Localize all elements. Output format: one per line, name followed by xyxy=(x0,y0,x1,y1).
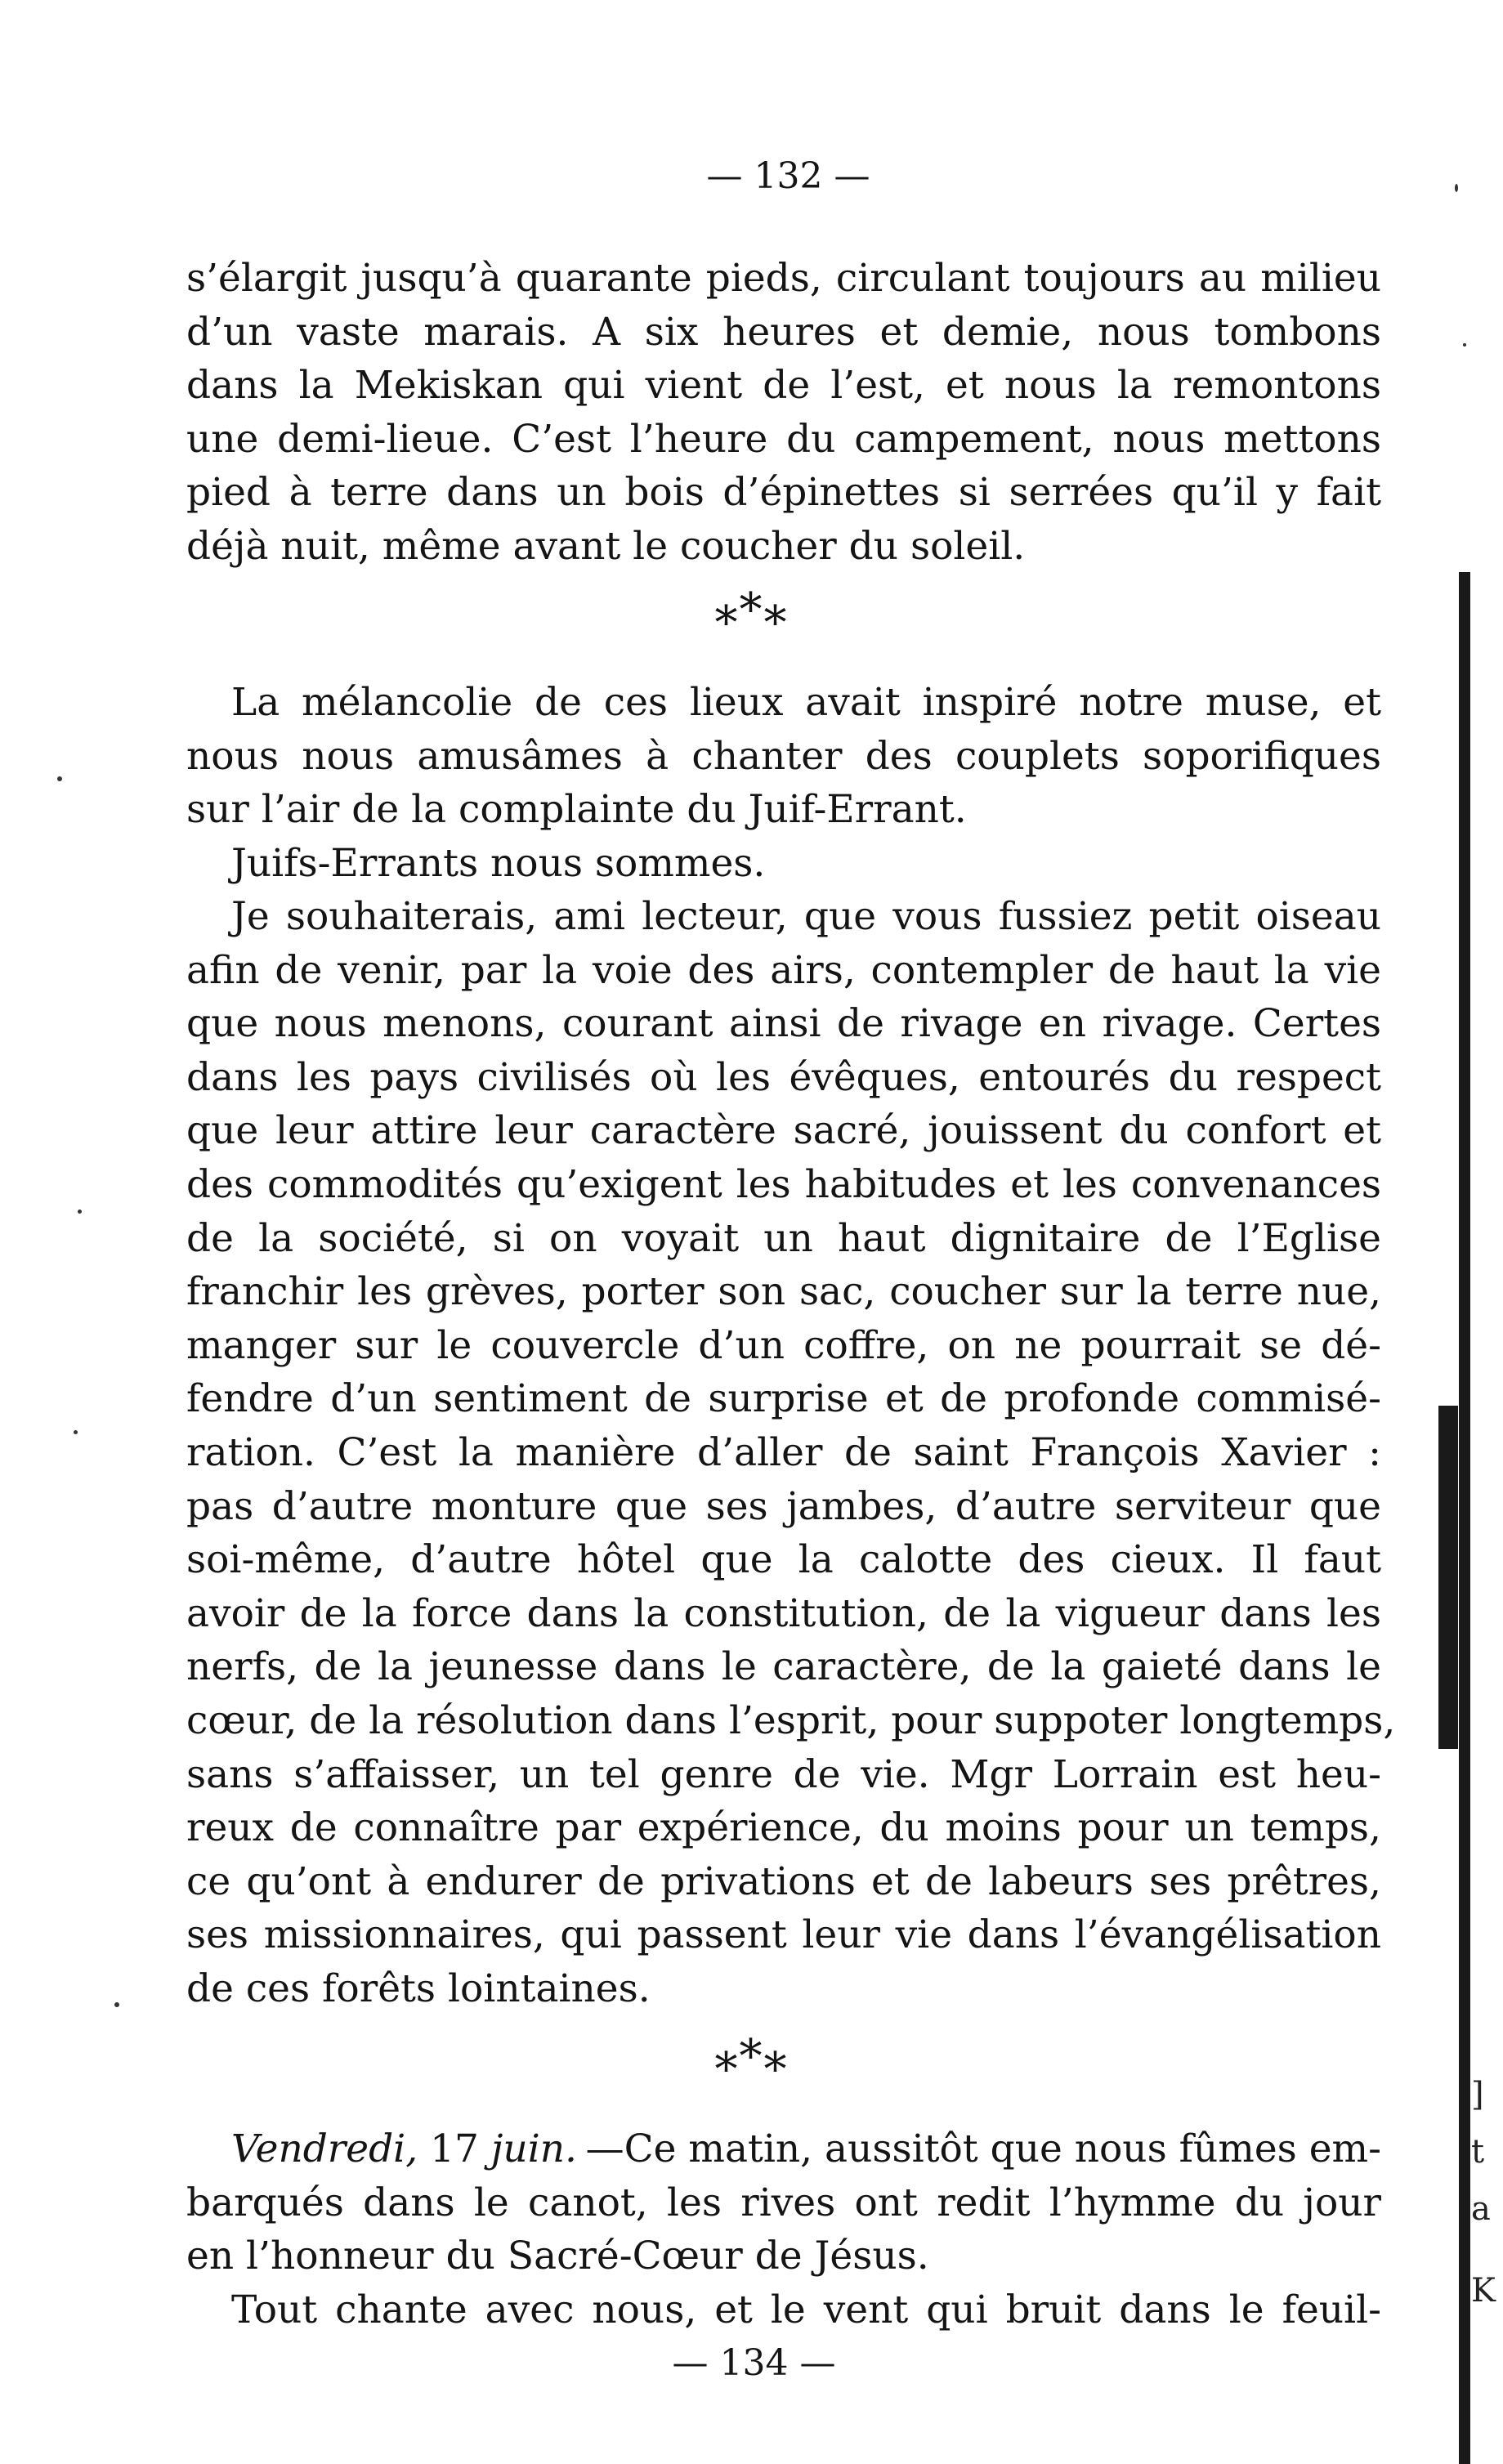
text-line: déjà nuit, même avant le coucher du soleil. xyxy=(186,523,1026,569)
text-line: nerfs, de la jeunesse dans le caractère, de la gaieté dans le xyxy=(186,1644,1381,1690)
text-line xyxy=(186,2122,1381,2176)
text-line: ration. C’est la manière d’aller de saint François Xavier : xyxy=(186,1429,1381,1475)
text-line: que leur attire leur caractère sacré, jouissent du confort et xyxy=(186,1108,1381,1154)
asterism-mid: * xyxy=(739,584,764,637)
section-separator xyxy=(0,584,1503,650)
scan-speck xyxy=(1455,184,1458,192)
paragraph-5 xyxy=(186,2283,1381,2337)
page-header xyxy=(0,155,1503,197)
text-line: dans les pays civilisés où les évêques, entourés du respect xyxy=(186,1054,1381,1100)
text-line: que nous menons, courant ainsi de rivage en rivage. Certes xyxy=(186,1001,1381,1047)
paragraph-2 xyxy=(186,676,1381,890)
text-line: sans s’affaisser, un tel genre de vie. Mgr Lorrain est heu- xyxy=(186,1751,1381,1797)
text-line: soi-même, d’autre hôtel que la calotte des cieux. Il faut xyxy=(186,1537,1381,1583)
text-line: Tout chante avec nous, et le vent qui bruit dans le feuil- xyxy=(231,2287,1381,2332)
asterism-right: * xyxy=(763,597,789,650)
text-line: s’élargit jusqu’à quarante pieds, circulant toujours au milieu xyxy=(186,256,1381,301)
text-line: La mélancolie de ces lieux avait inspiré notre muse, et xyxy=(231,680,1381,725)
text-line: cœur, de la résolution dans l’esprit, pour suppoter longtemps, xyxy=(186,1697,1396,1743)
text-line: de la société, si on voyait un haut dignitaire de l’Eglise xyxy=(186,1215,1381,1261)
scan-speck xyxy=(114,2002,119,2007)
paragraph-3 xyxy=(186,890,1396,2015)
text-line: pas d’autre monture que ses jambes, d’autre serviteur que xyxy=(186,1483,1381,1529)
text-line: afin de venir, par la voie des airs, contempler de haut la vie xyxy=(186,947,1381,993)
asterism-left: * xyxy=(714,597,740,650)
scan-speck xyxy=(1463,343,1466,347)
text-line: pied à terre dans un bois d’épinettes si serrées qu’il y fait xyxy=(186,470,1381,516)
text-line: Je souhaiterais, ami lecteur, que vous fussiez petit oiseau xyxy=(231,894,1381,939)
asterism-right: * xyxy=(763,2043,789,2096)
text-line: fendre d’un sentiment de surprise et de profonde commisé- xyxy=(186,1376,1381,1422)
text-line: barqués dans le canot, les rives ont redit l’hymme du jour xyxy=(186,2180,1381,2225)
binding-shadow-thick xyxy=(1438,1406,1458,1749)
date-label: Vendredi, xyxy=(231,2126,418,2171)
binding-shadow xyxy=(1459,572,1470,2464)
paragraph-1 xyxy=(186,252,1381,574)
asterism-left: * xyxy=(714,2043,740,2096)
paragraph-4 xyxy=(186,2122,1381,2283)
scan-speck xyxy=(74,1430,78,1434)
text-line: avoir de la force dans la constitution, de la vigueur dans les xyxy=(186,1590,1381,1636)
page-footer xyxy=(0,2342,1503,2384)
text-line: ses missionnaires, qui passent leur vie dans l’évangélisation xyxy=(186,1912,1381,1958)
text-line: des commodités qu’exigent les habitudes et les convenances xyxy=(186,1161,1381,1207)
text-line: une demi-lieue. C’est l’heure du campement, nous mettons xyxy=(186,416,1381,462)
text-line: Juifs-Errants nous sommes. xyxy=(231,840,766,886)
edge-glyph: a xyxy=(1471,2190,1491,2228)
line-rest: —Ce matin, aussitôt que nous fûmes em- xyxy=(585,2126,1381,2171)
scan-speck xyxy=(57,776,62,781)
text-line: sur l’air de la complainte du Juif-Errant. xyxy=(186,787,967,833)
edge-glyph: ] xyxy=(1471,2076,1484,2113)
date-group xyxy=(231,2122,577,2176)
date-month: juin. xyxy=(490,2126,577,2171)
page-number-top: — 132 — xyxy=(706,155,870,197)
text-line: dans la Mekiskan qui vient de l’est, et nous la remontons xyxy=(186,363,1381,409)
edge-glyph: K xyxy=(1471,2272,1496,2310)
text-line: manger sur le couvercle d’un coffre, on ne pourrait se dé- xyxy=(186,1322,1381,1368)
asterism-mid: * xyxy=(739,2030,764,2083)
text-line: de ces forêts lointaines. xyxy=(186,1965,651,2011)
date-day: 17 xyxy=(430,2126,479,2171)
scan-speck xyxy=(78,1210,82,1214)
page-number-bottom: — 134 — xyxy=(672,2342,836,2384)
text-line: franchir les grèves, porter son sac, coucher sur la terre nue, xyxy=(186,1269,1381,1315)
text-line: ce qu’ont à endurer de privations et de labeurs ses prêtres, xyxy=(186,1858,1381,1904)
text-line: en l’honneur du Sacré-Cœur de Jésus. xyxy=(186,2234,929,2279)
edge-glyph: t xyxy=(1471,2133,1485,2171)
text-line: d’un vaste marais. A six heures et demie, nous tombons xyxy=(186,309,1381,355)
text-line: nous nous amusâmes à chanter des couplets soporifiques xyxy=(186,733,1381,779)
text-line: reux de connaître par expérience, du moins pour un temps, xyxy=(186,1805,1381,1851)
section-separator xyxy=(0,2030,1503,2096)
